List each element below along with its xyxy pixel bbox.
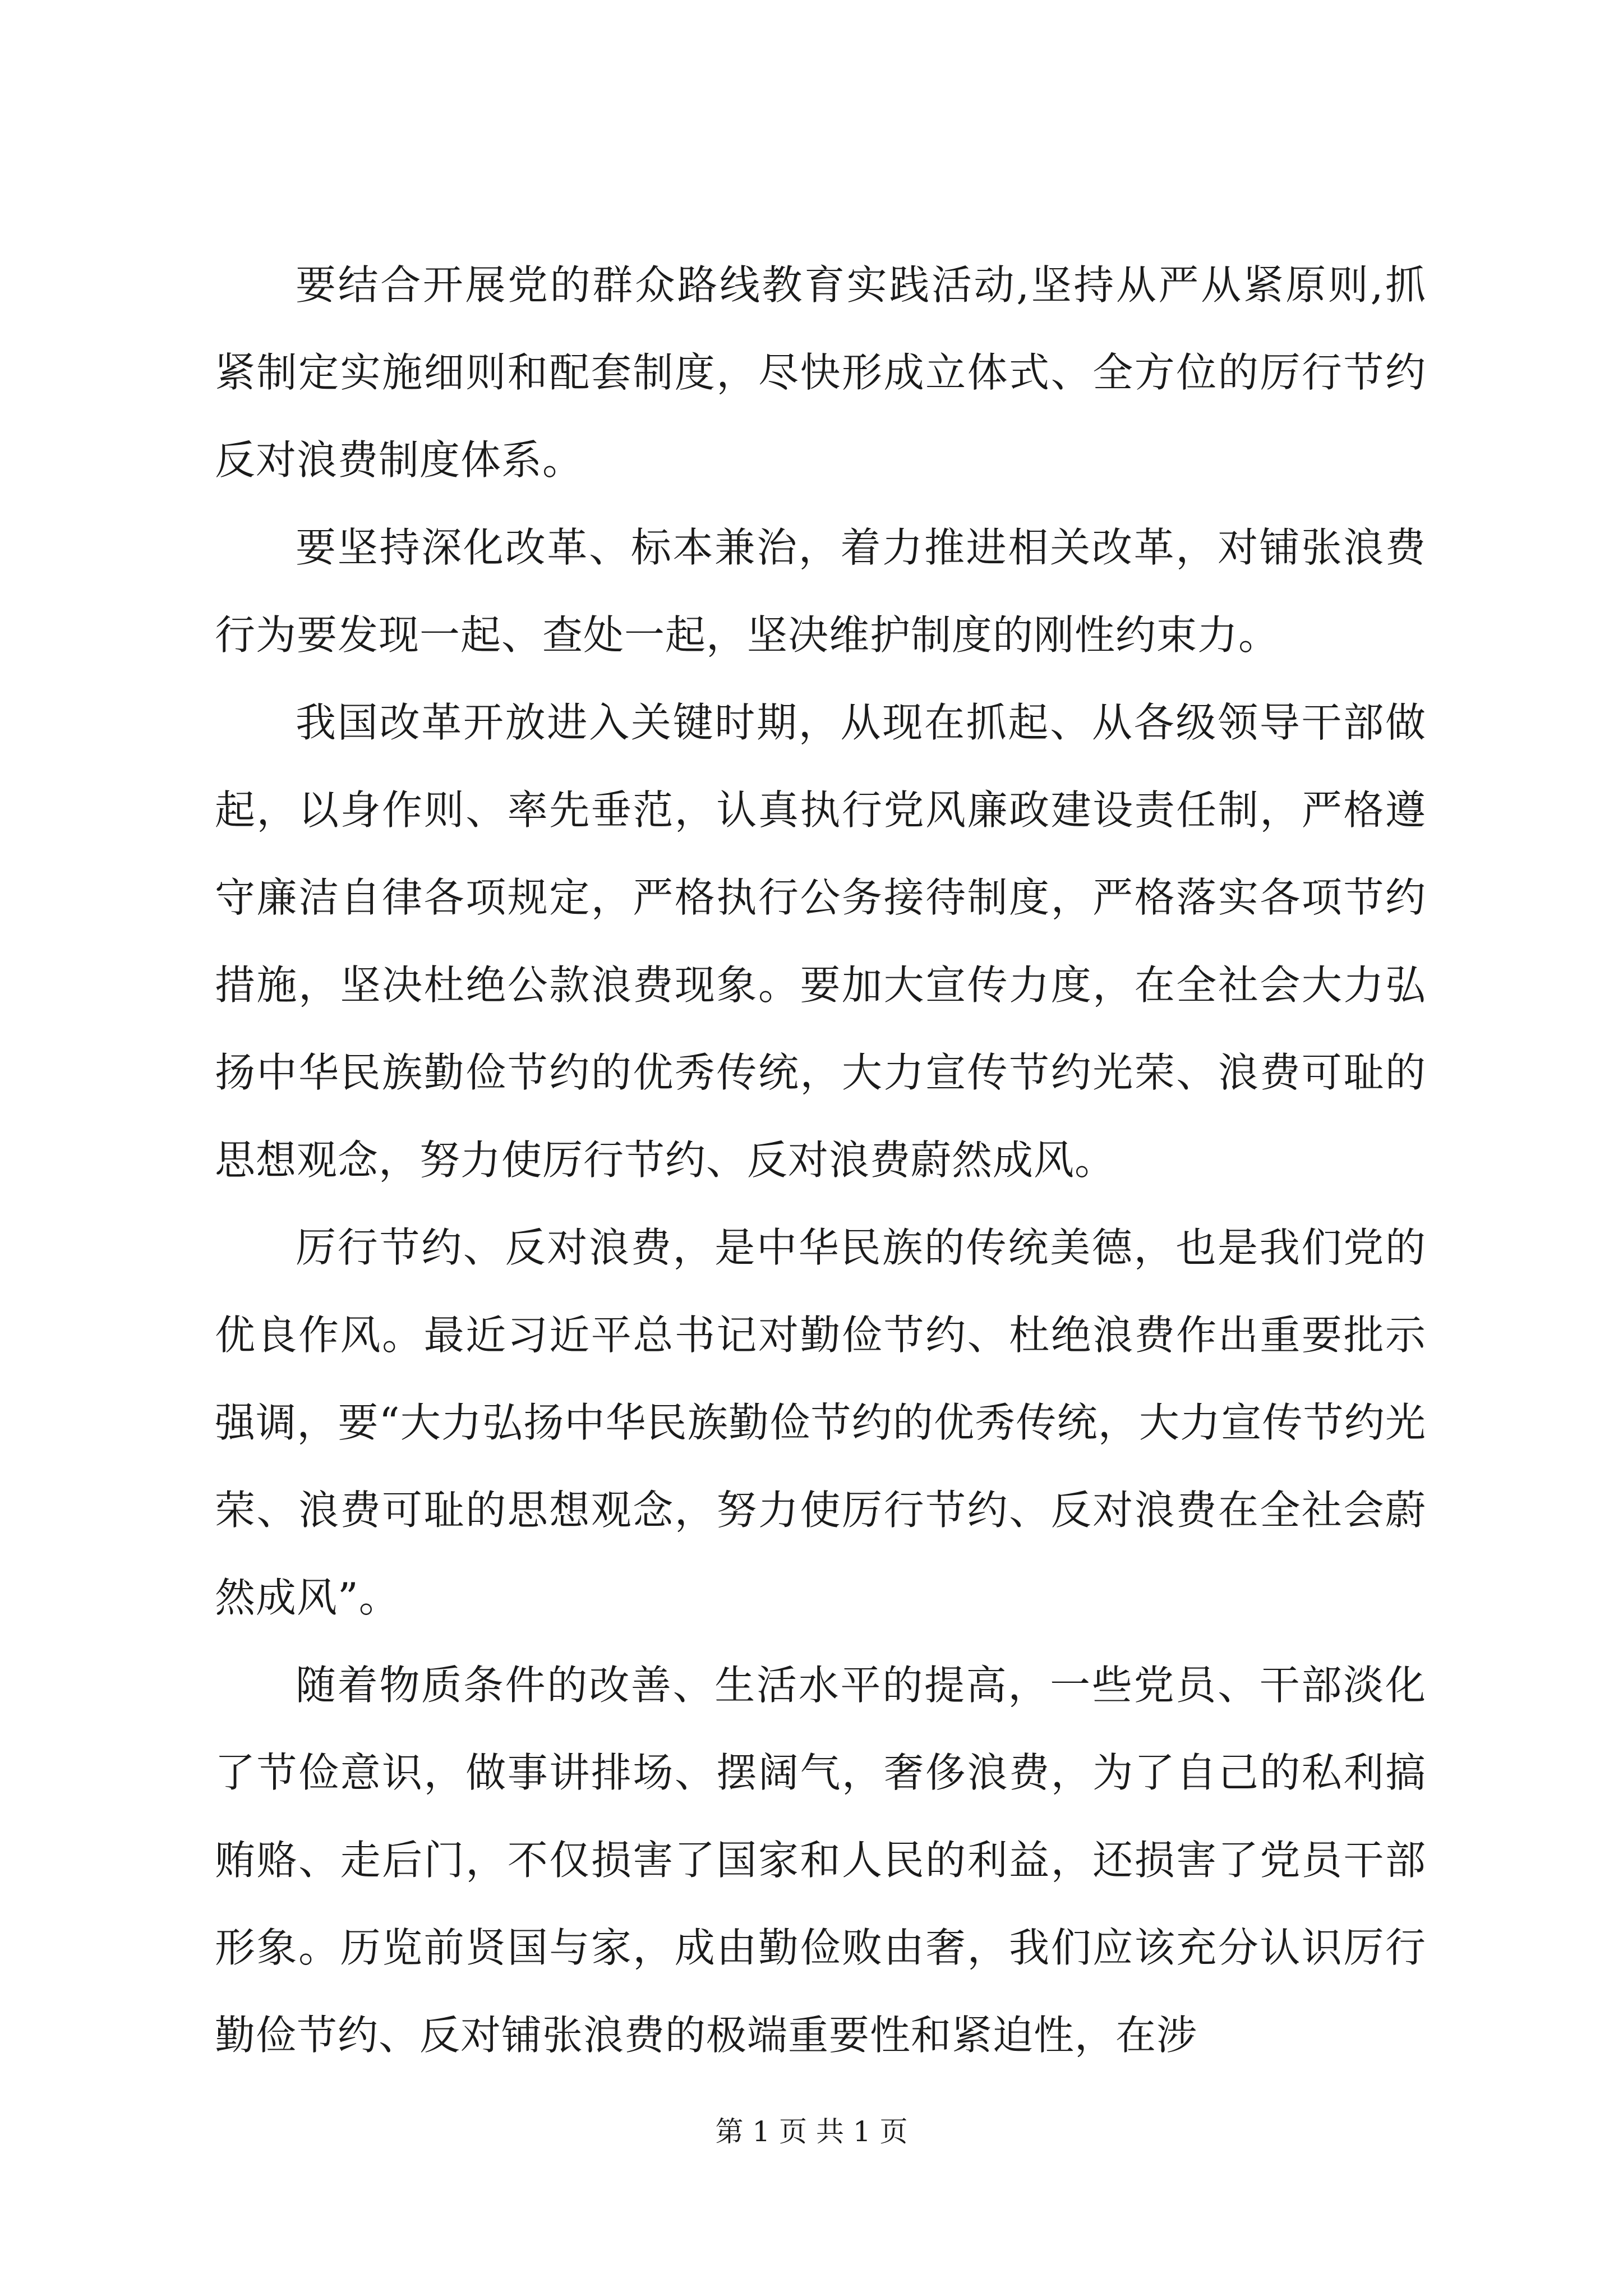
paragraph: 我国改革开放进入关键时期，从现在抓起、从各级领导干部做起，以身作则、率先垂范，认真执行党风廉政建设责任制，严格遵守廉洁自律各项规定，严格执行公务接待制度，严格落实各项节约措施，坚决杜绝公款浪费现象。要加大宣传力度，在全社会大力弘扬中华民族勤俭节约的优秀传统，大力宣传节约光荣、浪费可耻的思想观念，努力使厉行节约、反对浪费蔚然成风。: [215, 699, 1426, 1184]
paragraph: 随着物质条件的改善、生活水平的提高，一些党员、干部淡化了节俭意识，做事讲排场、摆阔气，奢侈浪费，为了自己的私利搞贿赂、走后门，不仅损害了国家和人民的利益，还损害了党员干部形象。历览前贤国与家，成由勤俭败由奢，我们应该充分认识厉行勤俭节约、反对铺张浪费的极端重要性和紧迫性，在涉: [215, 1662, 1426, 2059]
paragraph: 厉行节约、反对浪费，是中华民族的传统美德，也是我们党的优良作风。最近习近平总书记对勤俭节约、杜绝浪费作出重要批示强调，要“大力弘扬中华民族勤俭节约的优秀传统，大力宣传节约光荣、浪费可耻的思想观念，努力使厉行节约、反对浪费在全社会蔚然成风”。: [215, 1224, 1426, 1621]
document-body: [215, 241, 1426, 2079]
paragraph: 要坚持深化改革、标本兼治，着力推进相关改革，对铺张浪费行为要发现一起、查处一起，坚决维护制度的刚性约束力。: [215, 524, 1426, 659]
paragraph: 要结合开展党的群众路线教育实践活动,坚持从严从紧原则,抓紧制定实施细则和配套制度，尽快形成立体式、全方位的厉行节约反对浪费制度体系。: [215, 261, 1426, 484]
page-footer: 第 1 页 共 1 页: [715, 2115, 908, 2148]
